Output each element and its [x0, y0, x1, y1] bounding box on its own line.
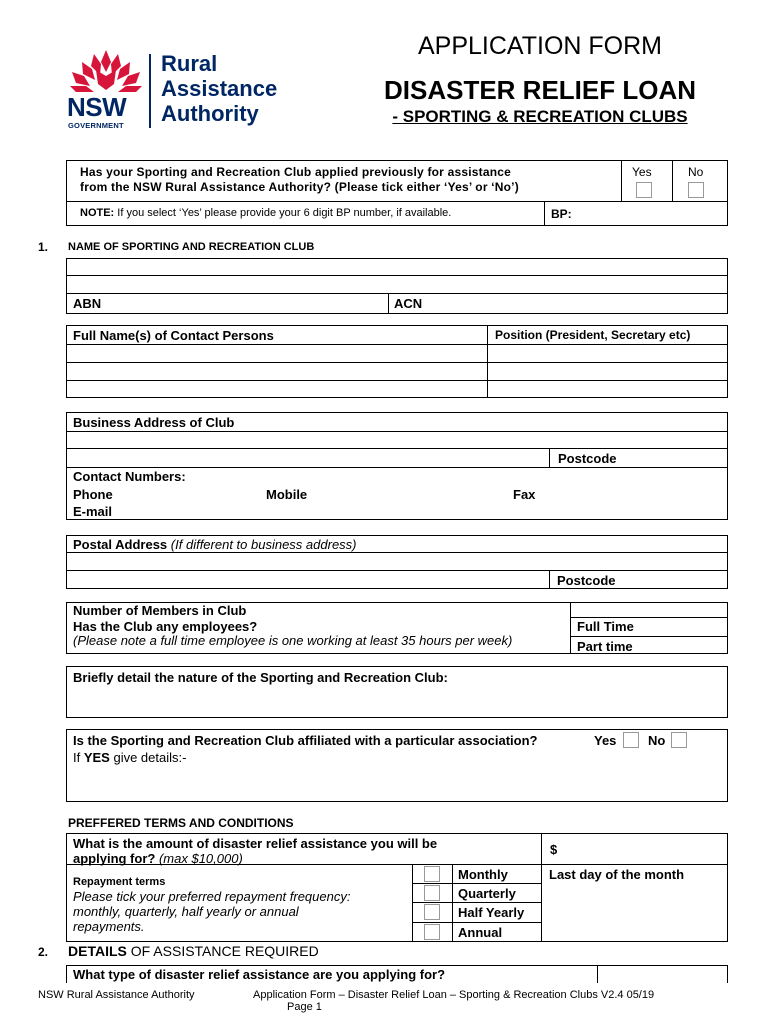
note-label: NOTE: [80, 207, 115, 219]
postal-address-heading [73, 537, 357, 552]
half-yearly-checkbox[interactable] [424, 904, 440, 920]
contact-position-input-1[interactable] [488, 345, 727, 362]
business-postcode-label: Postcode [558, 451, 617, 466]
bp-note [80, 207, 451, 219]
note-text: If you select ‘Yes’ please provide your 6 digit BP number, if available. [114, 207, 452, 219]
contact-names-label: Full Name(s) of Contact Persons [73, 328, 274, 343]
assistance-type-question: What type of disaster relief assistance are you applying for? [73, 967, 446, 982]
yes-label: Yes [632, 165, 652, 179]
no-label: No [688, 165, 704, 179]
members-label: Number of Members in Club [73, 603, 247, 618]
amount-question-line1: What is the amount of disaster relief assistance you will be [73, 836, 438, 851]
fax-input[interactable] [545, 486, 725, 502]
section1-title: NAME OF SPORTING AND RECREATION CLUB [68, 241, 315, 253]
footer-org: NSW Rural Assistance Authority [38, 989, 195, 1001]
footer-page: Page 1 [287, 1001, 322, 1013]
section2-title: DETAILS OF ASSISTANCE REQUIRED [68, 943, 319, 959]
email-label: E-mail [73, 504, 113, 519]
club-name-input-2[interactable] [67, 276, 727, 293]
logo-line-rural: Rural [161, 51, 218, 76]
acn-label: ACN [394, 296, 423, 311]
abn-label: ABN [73, 296, 102, 311]
quarterly-label: Quarterly [458, 886, 516, 901]
postal-address-note: (If different to business address) [170, 537, 357, 552]
postal-address-input-1[interactable] [67, 553, 727, 570]
monthly-checkbox[interactable] [424, 866, 440, 882]
previous-question-line2: from the NSW Rural Assistance Authority? (Please tick either ‘Yes’ or ‘No’) [80, 180, 519, 194]
logo-authority-name [161, 51, 277, 126]
mobile-label: Mobile [266, 487, 308, 502]
logo-line-authority: Authority [161, 101, 259, 126]
business-address-label: Business Address of Club [73, 415, 235, 430]
affiliation-details-input[interactable] [67, 768, 727, 801]
previous-question-line1: Has your Sporting and Recreation Club applied previously for assistance [80, 165, 511, 179]
full-time-label: Full Time [577, 619, 634, 634]
half-yearly-label: Half Yearly [458, 905, 525, 920]
logo-line-assistance: Assistance [161, 76, 278, 101]
contact-position-input-3[interactable] [488, 381, 727, 397]
employees-label: Has the Club any employees? [73, 619, 258, 634]
quarterly-checkbox[interactable] [424, 885, 440, 901]
waratah-icon [66, 48, 146, 94]
email-input[interactable] [120, 503, 720, 519]
repayment-note: Please tick your preferred repayment frequency: monthly, quarterly, half yearly or annual repayments. [73, 889, 351, 934]
footer-doc: Application Form – Disaster Relief Loan – Sporting & Recreation Clubs V2.4 05/19 [253, 989, 655, 1001]
form-subtitle: - SPORTING & RECREATION CLUBS [392, 107, 688, 126]
annual-checkbox[interactable] [424, 924, 440, 940]
annual-label: Annual [458, 925, 503, 940]
monthly-label: Monthly [458, 867, 508, 882]
full-time-input[interactable] [645, 618, 727, 635]
terms-title: PREFFERED TERMS AND CONDITIONS [68, 816, 294, 830]
monthly-note: Last day of the month [549, 867, 685, 882]
contact-name-input-1[interactable] [67, 345, 486, 362]
business-address-input-2[interactable] [67, 449, 548, 467]
affiliation-no-label: No [648, 733, 666, 748]
form-title: DISASTER RELIEF LOAN [383, 75, 696, 105]
employees-note: (Please note a full time employee is one working at least 35 hours per week) [73, 633, 513, 648]
bp-label: BP: [551, 207, 572, 221]
section1-number: 1. [38, 240, 49, 254]
position-label: Position (President, Secretary etc) [495, 328, 691, 342]
amount-question [73, 836, 437, 866]
postal-postcode-input[interactable] [625, 571, 727, 588]
section2-number: 2. [38, 945, 49, 959]
previous-question [80, 165, 519, 195]
assistance-type-input[interactable] [598, 966, 727, 983]
nature-label: Briefly detail the nature of the Sporting and Recreation Club: [73, 670, 448, 685]
part-time-label: Part time [577, 639, 633, 654]
members-input[interactable] [571, 603, 727, 617]
postal-address-label: Postal Address [73, 537, 168, 552]
club-name-input[interactable] [67, 259, 727, 275]
postal-postcode-label: Postcode [557, 573, 616, 588]
contact-numbers-label: Contact Numbers: [73, 469, 186, 484]
previous-no-checkbox[interactable] [688, 182, 704, 198]
logo-state: NSW [67, 92, 127, 122]
amount-question-line2: applying for? [73, 851, 156, 866]
dollar-sign: $ [550, 842, 558, 857]
contact-name-input-2[interactable] [67, 363, 486, 380]
previous-yes-checkbox[interactable] [636, 182, 652, 198]
affiliation-question: Is the Sporting and Recreation Club affiliated with a particular association? [73, 733, 538, 748]
business-postcode-input[interactable] [625, 449, 727, 467]
if-yes-label: If YES give details:- [73, 750, 187, 765]
affiliation-no-checkbox[interactable] [671, 732, 687, 748]
phone-input[interactable] [120, 486, 260, 502]
form-type-heading: APPLICATION FORM [417, 32, 662, 60]
postal-address-input-2[interactable] [67, 571, 548, 588]
affiliation-yes-checkbox[interactable] [623, 732, 639, 748]
contact-position-input-2[interactable] [488, 363, 727, 380]
amount-input[interactable] [562, 836, 726, 862]
bp-input[interactable] [580, 203, 726, 224]
business-address-input-1[interactable] [67, 432, 727, 448]
nsw-logo [64, 48, 314, 134]
fax-label: Fax [513, 487, 536, 502]
mobile-input[interactable] [318, 486, 503, 502]
logo-government: GOVERNMENT [68, 121, 124, 130]
contact-name-input-3[interactable] [67, 381, 486, 397]
phone-label: Phone [73, 487, 113, 502]
repayment-label: Repayment terms [73, 876, 166, 888]
amount-max: (max $10,000) [158, 851, 243, 866]
affiliation-yes-label: Yes [594, 733, 617, 748]
part-time-input[interactable] [645, 637, 727, 653]
logo-divider [149, 54, 151, 128]
